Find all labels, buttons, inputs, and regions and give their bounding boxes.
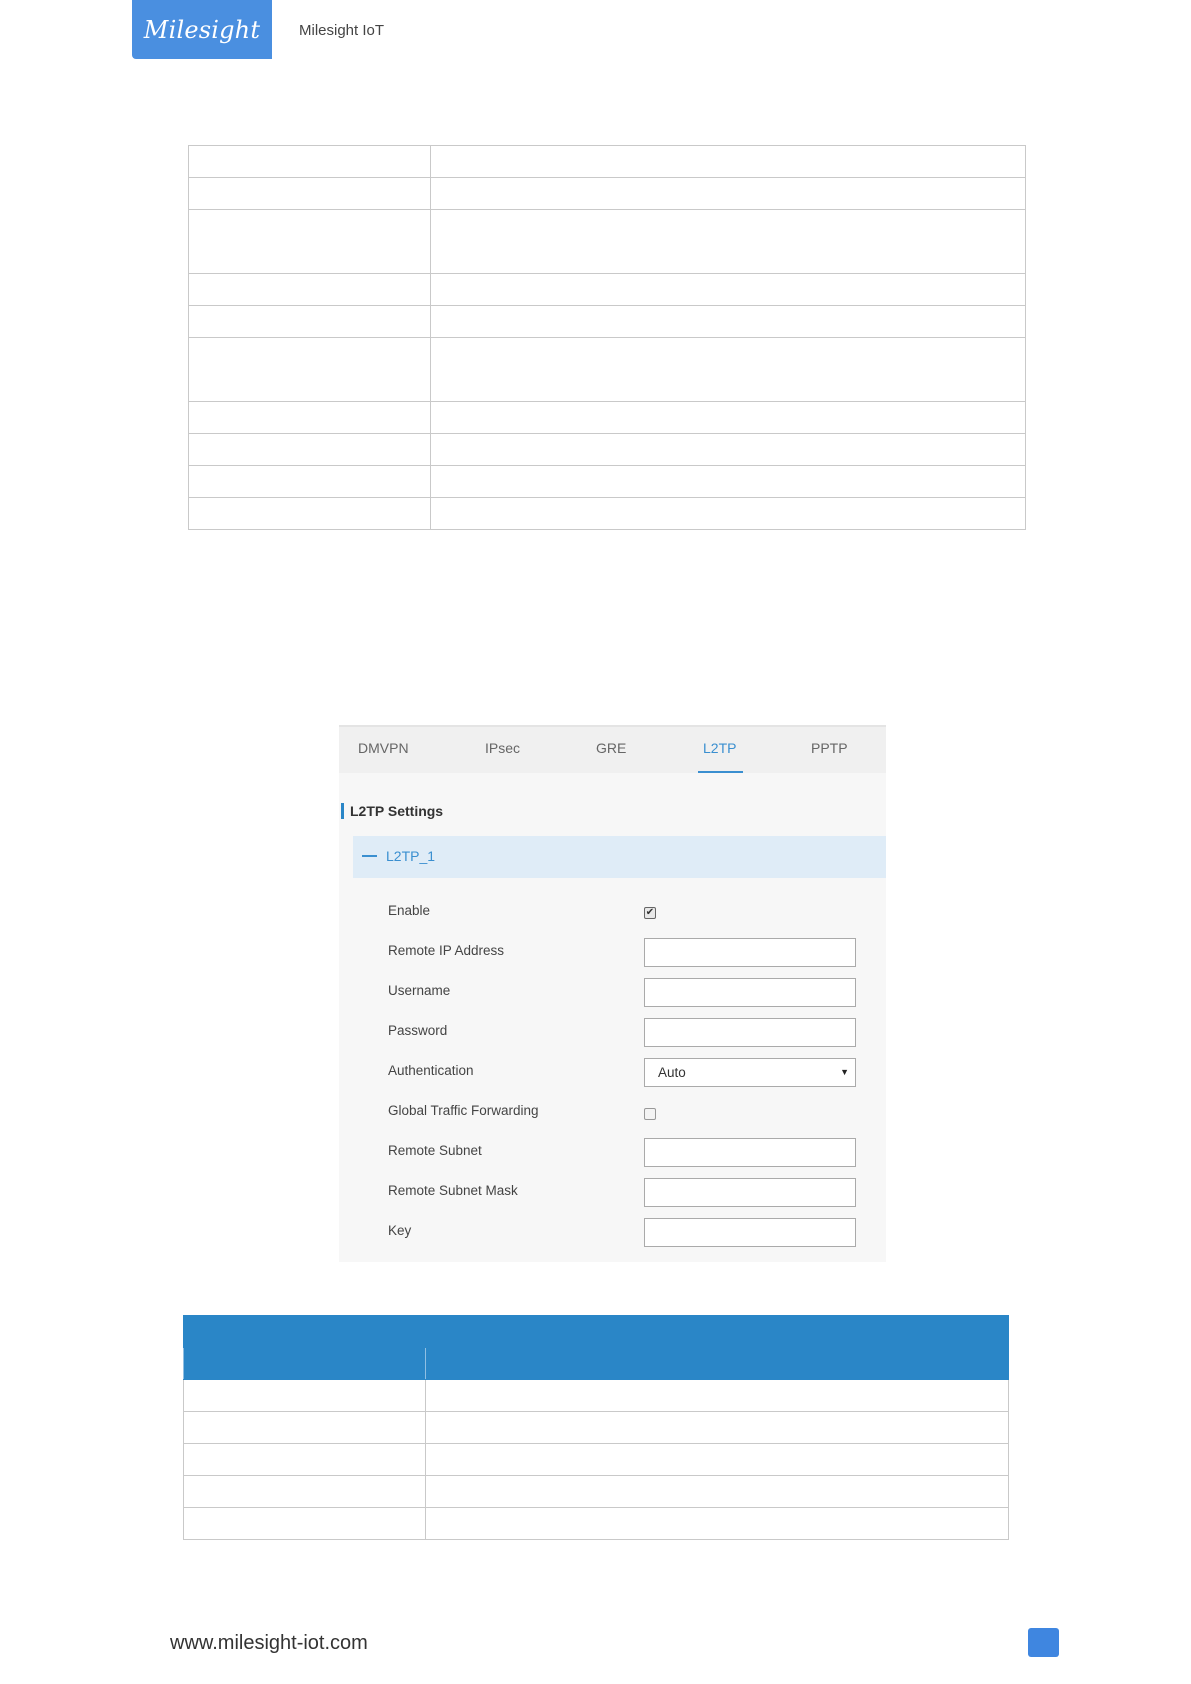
table-row <box>189 402 1026 434</box>
authentication-label: Authentication <box>388 1063 474 1078</box>
table-row <box>189 434 1026 466</box>
table-row <box>189 146 1026 178</box>
remote-subnet-input[interactable] <box>644 1138 856 1167</box>
table-row <box>189 466 1026 498</box>
tab-dmvpn[interactable]: DMVPN <box>358 740 409 756</box>
table-cell <box>431 274 1026 306</box>
table-cell <box>426 1508 1009 1540</box>
table-cell <box>189 210 431 274</box>
table-cell <box>189 402 431 434</box>
table-row <box>184 1380 1009 1412</box>
logo-text: Milesight <box>143 15 261 44</box>
table-row <box>189 338 1026 402</box>
section-title: L2TP Settings <box>341 803 443 819</box>
enable-checkbox[interactable]: ✔ <box>645 907 655 918</box>
tab-l2tp[interactable]: L2TP <box>703 740 737 756</box>
l2tp-group-header[interactable] <box>353 836 886 878</box>
key-input[interactable] <box>644 1218 856 1247</box>
table-cell <box>431 178 1026 210</box>
remote-subnet-mask-input[interactable] <box>644 1178 856 1207</box>
table-cell <box>184 1476 426 1508</box>
remote-subnet-label: Remote Subnet <box>388 1143 482 1158</box>
tab-ipsec[interactable]: IPsec <box>485 740 521 756</box>
table-header-row <box>184 1348 1009 1380</box>
tab-pptp[interactable]: PPTP <box>811 740 848 756</box>
table-cell <box>431 338 1026 402</box>
table-row <box>189 274 1026 306</box>
active-tab-indicator <box>698 771 743 773</box>
table-cell <box>189 338 431 402</box>
brand-logo <box>132 0 272 59</box>
table-row <box>184 1508 1009 1540</box>
table-cell <box>431 306 1026 338</box>
table-cell <box>189 178 431 210</box>
table-cell <box>189 466 431 498</box>
table-cell <box>189 274 431 306</box>
footer-url: www.milesight-iot.com <box>170 1632 368 1654</box>
collapse-icon[interactable] <box>362 855 377 857</box>
parameter-table-bottom <box>183 1315 1009 1540</box>
table-cell <box>189 306 431 338</box>
table-cell <box>426 1412 1009 1444</box>
table-row <box>184 1476 1009 1508</box>
table-title-cell <box>184 1316 1009 1348</box>
enable-label: Enable <box>388 903 431 918</box>
table-cell <box>431 146 1026 178</box>
global-forwarding-label: Global Traffic Forwarding <box>388 1103 539 1118</box>
table-row <box>189 498 1026 530</box>
tab-gre[interactable]: GRE <box>596 740 627 756</box>
password-label: Password <box>388 1023 448 1038</box>
table-header-cell <box>426 1348 1009 1380</box>
table-row <box>189 178 1026 210</box>
dropdown-arrow-icon: ▼ <box>840 1067 849 1077</box>
username-input[interactable] <box>644 978 856 1007</box>
key-label: Key <box>388 1223 412 1238</box>
table-cell <box>426 1380 1009 1412</box>
remote-subnet-mask-label: Remote Subnet Mask <box>388 1183 518 1198</box>
table-row <box>189 210 1026 274</box>
remote-ip-label: Remote IP Address <box>388 943 505 958</box>
table-row <box>184 1412 1009 1444</box>
table-cell <box>431 434 1026 466</box>
table-cell <box>189 146 431 178</box>
authentication-select[interactable] <box>644 1058 856 1087</box>
table-cell <box>189 498 431 530</box>
global-forwarding-checkbox[interactable] <box>644 1108 656 1120</box>
vpn-tab-bar <box>339 725 886 773</box>
remote-ip-input[interactable] <box>644 938 856 967</box>
table-cell <box>184 1444 426 1476</box>
table-title-row <box>184 1316 1009 1348</box>
table-cell <box>426 1476 1009 1508</box>
table-cell <box>184 1412 426 1444</box>
page-number-badge <box>1028 1628 1059 1657</box>
table-cell <box>184 1508 426 1540</box>
table-row <box>189 306 1026 338</box>
authentication-value: Auto <box>658 1065 686 1080</box>
table-header-cell <box>184 1348 426 1380</box>
group-label: L2TP_1 <box>386 848 436 864</box>
l2tp-settings-panel <box>339 725 886 1262</box>
password-input[interactable] <box>644 1018 856 1047</box>
username-label: Username <box>388 983 451 998</box>
table-cell <box>431 498 1026 530</box>
table-cell <box>431 466 1026 498</box>
table-cell <box>431 402 1026 434</box>
company-name: Milesight IoT <box>299 22 385 39</box>
table-cell <box>189 434 431 466</box>
parameter-table-top <box>188 145 1026 530</box>
table-cell <box>426 1444 1009 1476</box>
table-cell <box>431 210 1026 274</box>
table-row <box>184 1444 1009 1476</box>
table-cell <box>184 1380 426 1412</box>
